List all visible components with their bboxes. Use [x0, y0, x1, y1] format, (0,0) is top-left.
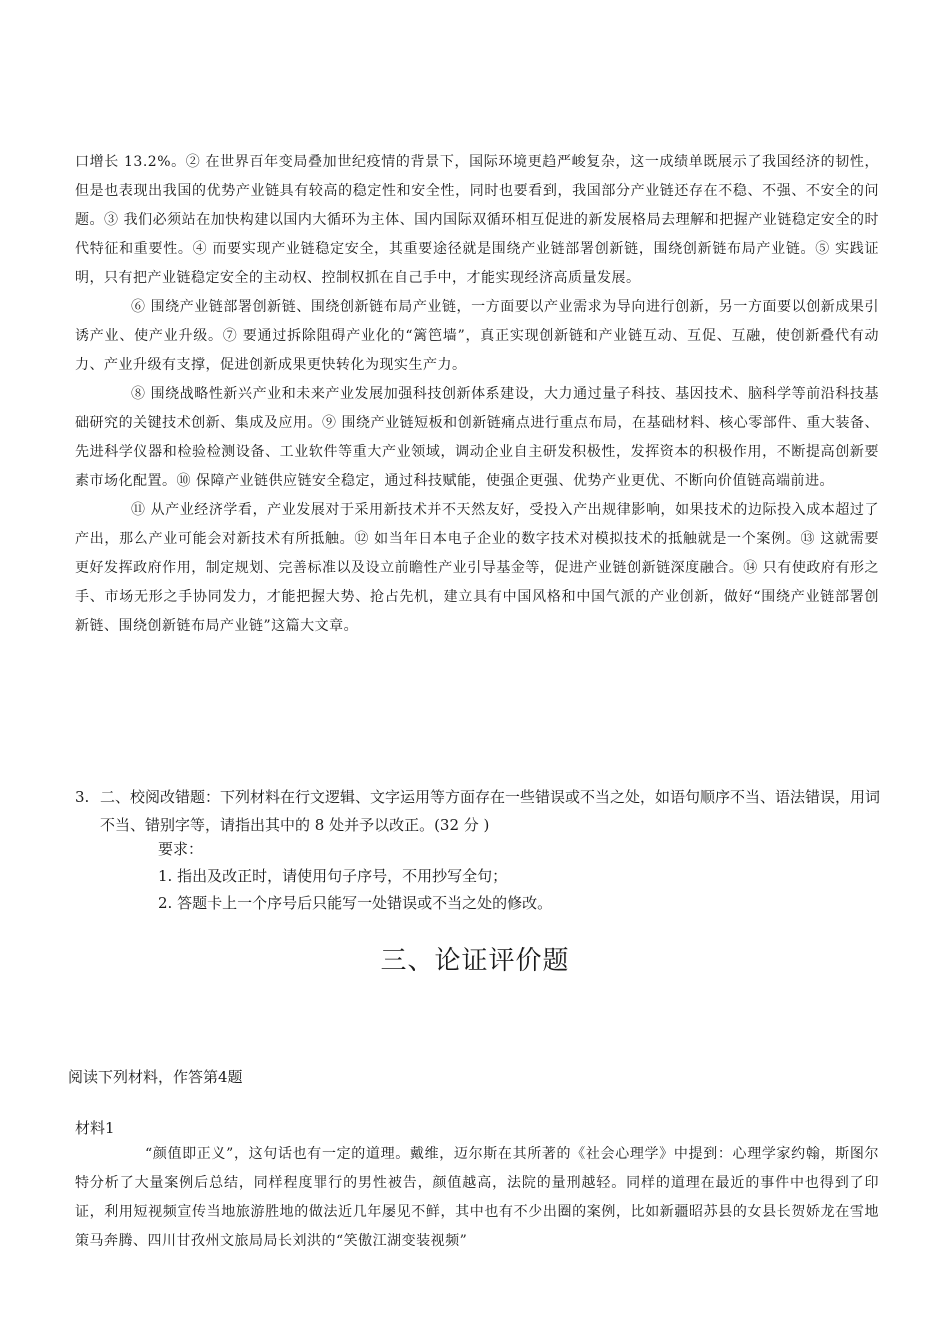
- requirements-block: [158, 836, 552, 917]
- requirement-item: 2. 答题卡上一个序号后只能写一处错误或不当之处的修改。: [158, 894, 553, 912]
- question-3: [75, 783, 880, 839]
- material-label: 材料1: [75, 1119, 115, 1137]
- passage-paragraph-2: ⑥ 围绕产业链部署创新链、围绕创新链布局产业链，一方面要以产业需求为导向进行创新，另一方面要以创新成果引诱产业、使产业升级。⑦ 要通过拆除阻碍产业化的“篱笆墙”，真正实现创新链和产业链互动、互促、互融，使创新叠代有动力、产业升级有支撑，促进创新成果更快转化为现实生产力。: [75, 299, 879, 373]
- material-1-text: [75, 1140, 879, 1256]
- section-title: 三、论证评价题: [380, 946, 570, 976]
- passage-paragraph-1: 口增长 13.2%。② 在世界百年变局叠加世纪疫情的背景下，国际环境更趋严峻复杂，这一成绩单既展示了我国经济的韧性，但是也表现出我国的优势产业链具有较高的稳定性和安全性，同时也要看到，我国部分产业链还存在不稳、不强、不安全的问题。③ 我们必须站在加快构建以国内大循环为主体、国内国际双循环相互促进的新发展格局去理解和把握产业链稳定安全的时代特征和重要性。④ 而要实现产业链稳定安全，其重要途径就是围绕产业链部署创新链，围绕创新链布局产业链。⑤ 实践证明，只有把产业链稳定安全的主动权、控制权抓在自己手中，才能实现经济高质量发展。: [75, 154, 879, 286]
- requirement-item: 1. 指出及改正时，请使用句子序号，不用抄写全句；: [158, 867, 508, 885]
- passage-paragraph-4: ⑪ 从产业经济学看，产业发展对于采用新技术并不天然友好，受投入产出规律影响，如果技术的边际投入成本超过了产出，那么产业可能会对新技术有所抵触。⑫ 如当年日本电子企业的数字技术对模拟技术的抵触就是一个案例。⑬ 这就需要更好发挥政府作用，制定规划、完善标准以及设立前瞻性产业引导基金等，促进产业链创新链深度融合。⑭ 只有使政府有形之手、市场无形之手协同发力，才能把握大势、抢占先机，建立具有中国风格和中国气派的产业创新，做好“围绕产业链部署创新链、围绕创新链布局产业链”这篇大文章。: [75, 502, 879, 634]
- question-number: 3.: [75, 788, 90, 806]
- material-paragraph: “颜值即正义”，这句话也有一定的道理。戴维，迈尔斯在其所著的《社会心理学》中提到：心理学家约翰，斯图尔特分析了大量案例后总结，同样程度罪行的男性被告，颜值越高，法院的量刑越轻。同样的道理在最近的事件中也得到了印证，利用短视频宣传当地旅游胜地的做法近几年屡见不鲜，其中也有不少出圈的案例，比如新疆昭苏县的女县长贺娇龙在雪地策马奔腾、四川甘孜州文旅局局长刘洪的“笑傲江湖变装视频”: [75, 1146, 879, 1249]
- requirements-label: 要求：: [158, 840, 204, 858]
- question-text: 二、校阅改错题：下列材料在行文逻辑、文字运用等方面存在一些错误或不当之处，如语句顺序不当、语法错误，用词不当、错别字等，请指出其中的 8 处并予以改正。(32 分 ): [100, 788, 881, 834]
- error-correction-passage: [75, 148, 879, 641]
- reading-instruction: 阅读下列材料，作答第4题: [68, 1068, 243, 1086]
- passage-paragraph-3: ⑧ 围绕战略性新兴产业和未来产业发展加强科技创新体系建设，大力通过量子科技、基因技术、脑科学等前沿科技基础研究的关键技术创新、集成及应用。⑨ 围绕产业链短板和创新链痛点进行重点布局，在基础材料、核心零部件、重大装备、先进科学仪器和检验检测设备、工业软件等重大产业领域，调动企业自主研发积极性，发挥资本的积极作用，不断提高创新要素市场化配置。⑩ 保障产业链供应链安全稳定，通过科技赋能，使强企更强、优势产业更优、不断向价值链高端前进。: [75, 386, 879, 489]
